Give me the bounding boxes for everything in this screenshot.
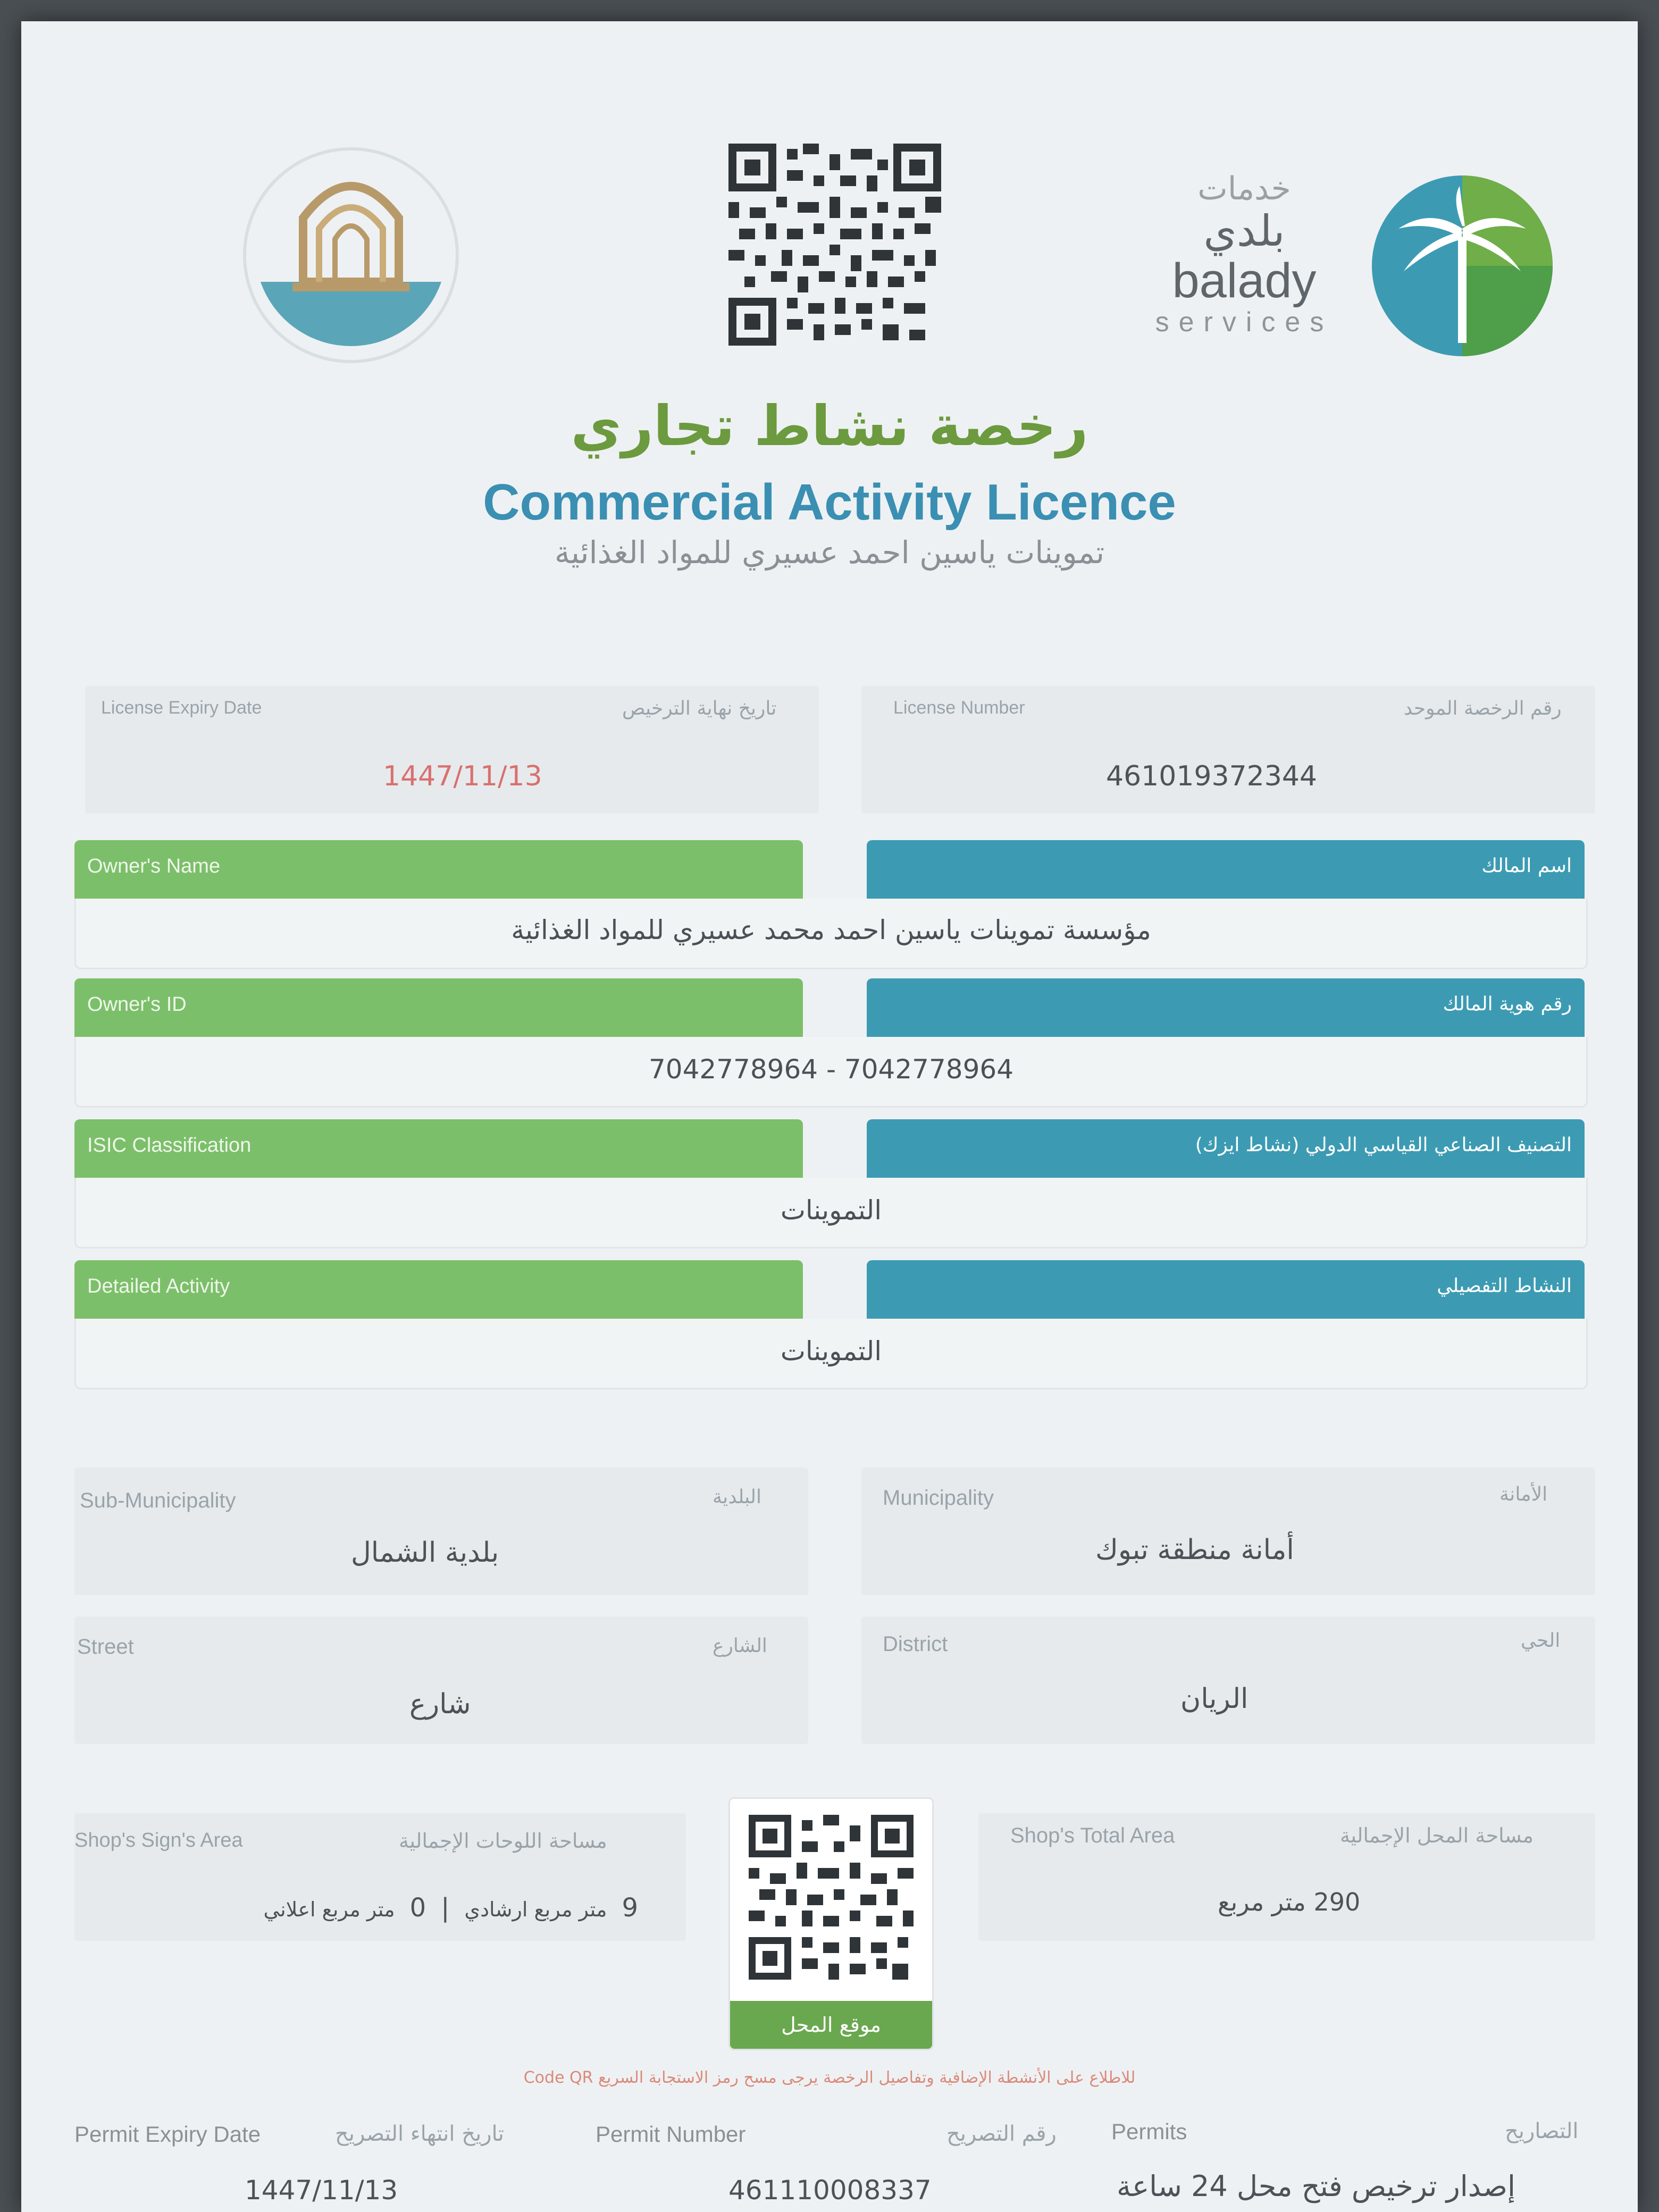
mun-value: أمانة منطقة تبوك <box>1095 1534 1294 1566</box>
owner-name-field <box>74 899 1588 969</box>
location-qr-caption <box>730 2001 932 2049</box>
sign-area-label-en: Shop's Sign's Area <box>74 1829 243 1851</box>
balady-en: balady <box>1172 254 1317 308</box>
owner-id-label-ar: رقم هوية المالك <box>1443 993 1572 1015</box>
balady-ar-top: خدمات <box>1197 170 1291 207</box>
balady-ar-mid: بلدي <box>1203 206 1285 256</box>
street-value: شارع <box>409 1688 471 1720</box>
sign-ad-unit: متر مربع اعلاني <box>263 1898 395 1921</box>
activity-label-en: Detailed Activity <box>87 1275 230 1297</box>
street-label-ar: الشارع <box>713 1635 767 1657</box>
isic-label-en: ISIC Classification <box>87 1134 252 1157</box>
activity-bar-ar <box>867 1260 1585 1319</box>
permits-label-en: Permits <box>1111 2119 1187 2144</box>
submun-label-en: Sub-Municipality <box>80 1489 236 1512</box>
balady-palm-icon <box>1367 170 1558 362</box>
qr-code-icon <box>728 144 941 346</box>
owner-name-bar-ar <box>867 840 1585 899</box>
permit-number-label-en: Permit Number <box>596 2122 746 2147</box>
submun-value: بلدية الشمال <box>351 1537 499 1569</box>
owner-name-value: مؤسسة تموينات ياسين احمد محمد عسيري للمواد الغذائية <box>511 915 1151 945</box>
owner-id-bar-ar <box>867 978 1585 1037</box>
license-expiry-label-ar: تاريخ نهاية الترخيص <box>622 698 777 719</box>
isic-bar-en <box>74 1119 803 1178</box>
permits-value: إصدار ترخيص فتح محل 24 ساعة <box>1117 2169 1516 2203</box>
license-expiry-label-en: License Expiry Date <box>101 698 262 718</box>
total-area-label-ar: مساحة المحل الإجمالية <box>1340 1824 1534 1847</box>
permit-number-label-ar: رقم التصريح <box>946 2122 1057 2146</box>
permit-expiry-value: 1447/11/13 <box>245 2175 398 2206</box>
permit-expiry-label-ar: تاريخ انتهاء التصريح <box>335 2122 504 2146</box>
sign-separator: | <box>441 1893 450 1923</box>
total-area-value: 290 متر مربع <box>1218 1888 1361 1916</box>
sign-area-label-ar: مساحة اللوحات الإجمالية <box>399 1829 607 1853</box>
location-qr-card[interactable] <box>728 1797 934 2050</box>
activity-field <box>74 1319 1588 1389</box>
district-value: الريان <box>1180 1683 1249 1715</box>
owner-id-bar-en <box>74 978 803 1037</box>
sign-ad-value: 0 <box>409 1893 426 1923</box>
owner-name-label-ar: اسم المالك <box>1481 855 1572 877</box>
sign-guide-value: 9 <box>622 1893 638 1923</box>
submun-box <box>74 1468 808 1595</box>
district-label-ar: الحي <box>1521 1630 1561 1652</box>
permit-expiry-label-en: Permit Expiry Date <box>74 2122 261 2147</box>
isic-bar-ar <box>867 1119 1585 1178</box>
license-number-label-ar: رقم الرخصة الموحد <box>1404 698 1562 719</box>
owner-id-field <box>74 1037 1588 1108</box>
mun-label-ar: الأمانة <box>1499 1484 1548 1505</box>
title-english: Commercial Activity Licence <box>483 474 1176 531</box>
qr-notice: للاطلاع على الأنشطة الإضافية وتفاصيل الرخصة يرجى مسح رمز الاستجابة السريع Code QR <box>523 2068 1136 2087</box>
isic-field <box>74 1178 1588 1249</box>
qr-caption-text: موقع المحل <box>781 2013 881 2037</box>
balady-wordmark <box>1127 170 1361 362</box>
street-box <box>74 1616 808 1744</box>
municipality-emblem-icon <box>239 144 463 367</box>
location-qr-icon <box>749 1815 914 1980</box>
trade-name: تموينات ياسين احمد عسيري للمواد الغذائية <box>554 534 1105 571</box>
sign-area-values <box>149 1893 638 1923</box>
activity-bar-en <box>74 1260 803 1319</box>
license-document <box>21 21 1638 2212</box>
license-number-label-en: License Number <box>893 698 1025 718</box>
sign-guide-unit: متر مربع ارشادي <box>464 1898 607 1921</box>
activity-value: التموينات <box>780 1336 882 1367</box>
isic-label-ar: التصنيف الصناعي القياسي الدولي (نشاط ايزك) <box>1195 1134 1572 1156</box>
total-area-label-en: Shop's Total Area <box>1010 1824 1175 1847</box>
submun-label-ar: البلدية <box>713 1486 761 1508</box>
license-expiry-value: 1447/11/13 <box>383 760 542 792</box>
balady-services: services <box>1155 307 1334 338</box>
mun-label-en: Municipality <box>883 1486 994 1510</box>
isic-value: التموينات <box>780 1195 882 1226</box>
district-label-en: District <box>883 1632 948 1656</box>
owner-id-label-en: Owner's ID <box>87 993 187 1016</box>
permit-number-value: 461110008337 <box>728 2175 932 2206</box>
license-number-value: 461019372344 <box>1106 760 1318 792</box>
district-box <box>861 1616 1595 1744</box>
title-arabic: رخصة نشاط تجاري <box>571 393 1088 458</box>
owner-name-bar-en <box>74 840 803 899</box>
activity-label-ar: النشاط التفصيلي <box>1437 1275 1572 1297</box>
permits-label-ar: التصاريح <box>1505 2119 1579 2143</box>
owner-id-value: 7042778964 - 7042778964 <box>648 1054 1014 1085</box>
owner-name-label-en: Owner's Name <box>87 855 221 877</box>
street-label-en: Street <box>77 1635 134 1658</box>
